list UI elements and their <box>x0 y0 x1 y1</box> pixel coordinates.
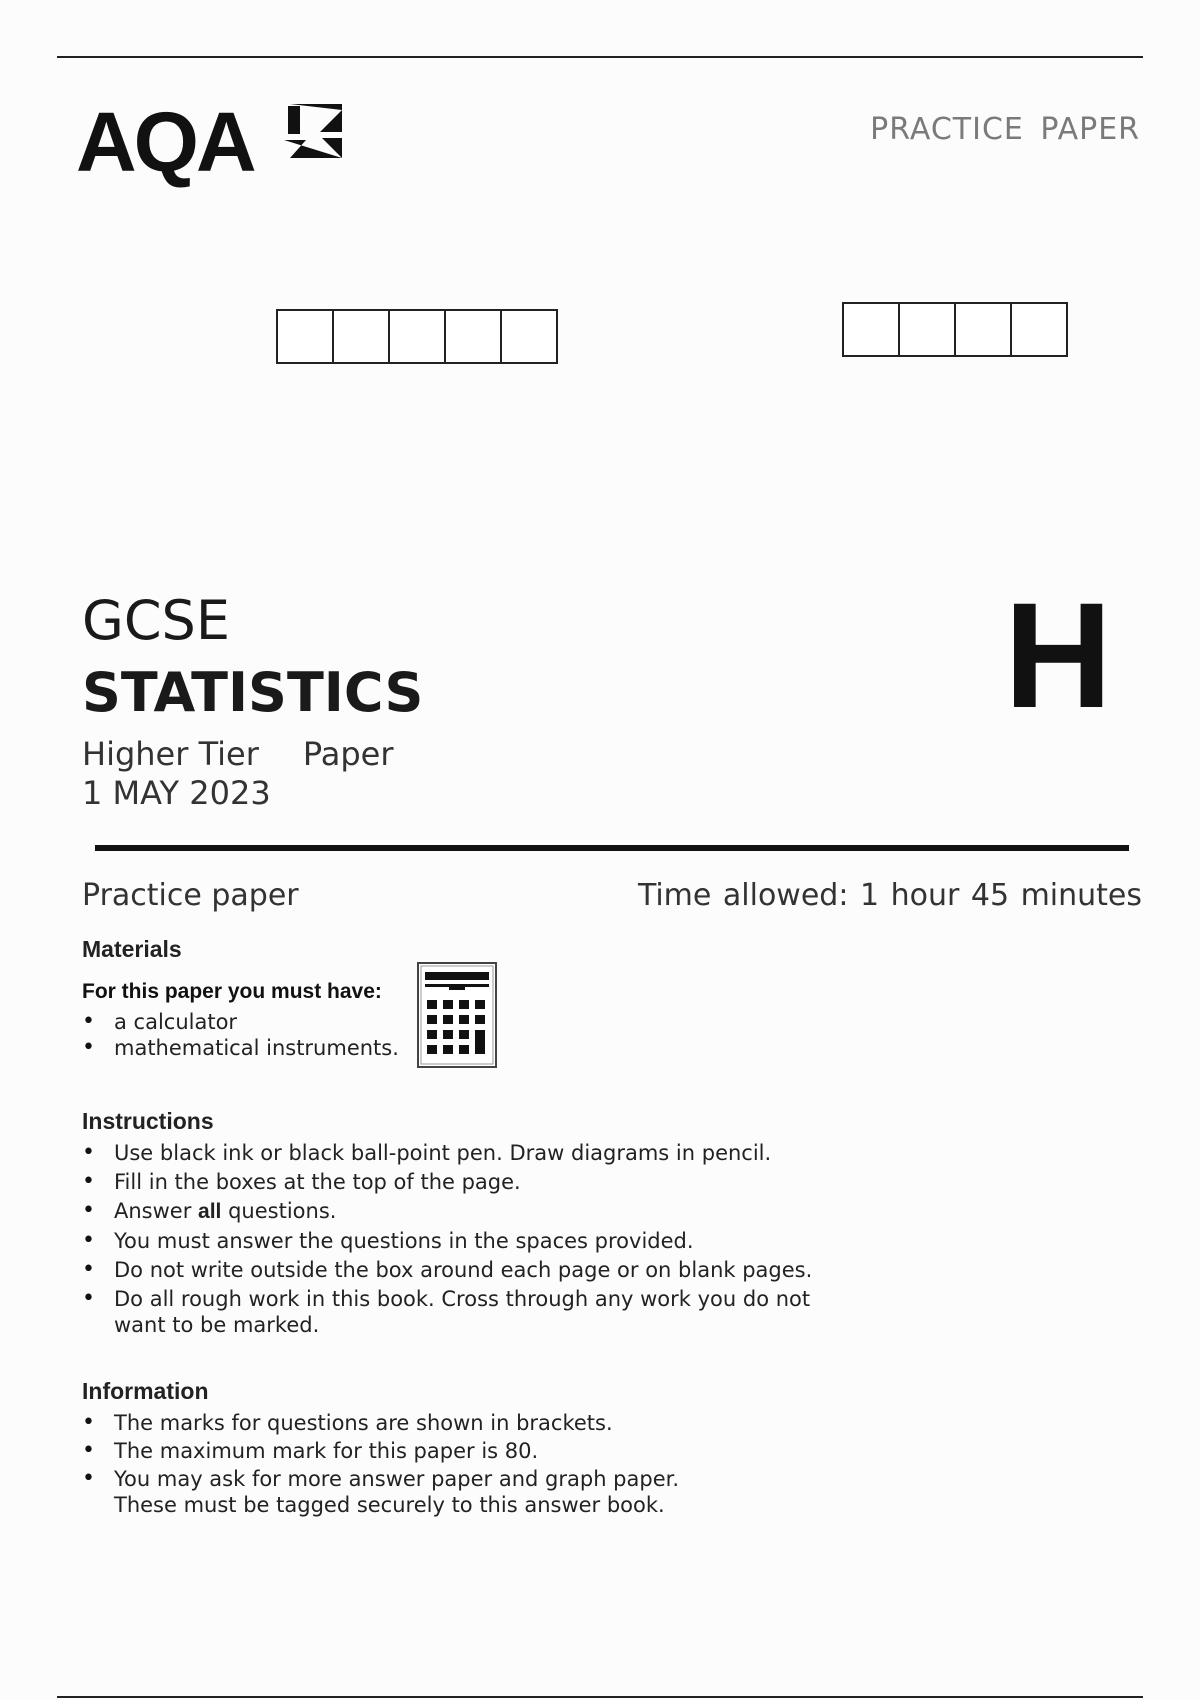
entry-box[interactable] <box>954 302 1012 357</box>
instructions-heading: Instructions <box>82 1108 214 1134</box>
list-item: • The marks for questions are shown in brackets. <box>82 1410 684 1436</box>
entry-box[interactable] <box>842 302 900 357</box>
entry-box[interactable] <box>276 309 334 364</box>
entry-box[interactable] <box>388 309 446 364</box>
materials-list <box>82 1009 399 1061</box>
tier-line <box>82 735 394 773</box>
subject-title: STATISTICS <box>82 661 424 724</box>
must-have-label: For this paper you must have: <box>82 980 382 1003</box>
list-item: • Fill in the boxes at the top of the page. <box>82 1169 834 1195</box>
entry-box[interactable] <box>444 309 502 364</box>
list-item: • mathematical instruments. <box>82 1035 399 1061</box>
bottom-rule <box>57 1696 1143 1698</box>
tier-letter: H <box>1004 571 1113 739</box>
tier-label: Higher Tier <box>82 735 259 773</box>
qualification-title: GCSE <box>82 589 230 652</box>
logo-mark-icon <box>282 102 344 164</box>
centre-number-boxes[interactable] <box>842 302 1066 357</box>
list-item: • Do all rough work in this book. Cross through any work you do not want to be marked. <box>82 1286 834 1338</box>
time-allowed: Time allowed: 1 hour 45 minutes <box>637 878 1142 913</box>
list-item: • You may ask for more answer paper and graph paper. These must be tagged securely to this answer book. <box>82 1466 684 1518</box>
information-list <box>82 1410 684 1520</box>
calculator-icon <box>417 962 497 1068</box>
list-item: • Use black ink or black ball-point pen. Draw diagrams in pencil. <box>82 1140 834 1166</box>
answer-prefix: Answer <box>114 1199 192 1223</box>
top-rule <box>57 56 1143 58</box>
exam-date: 1 MAY 2023 <box>82 774 271 812</box>
entry-box[interactable] <box>898 302 956 357</box>
entry-box[interactable] <box>500 309 558 364</box>
instructions-list <box>82 1140 834 1341</box>
list-item <box>82 1198 834 1225</box>
list-item: • Do not write outside the box around each page or on blank pages. <box>82 1257 834 1283</box>
answer-suffix: questions. <box>228 1199 337 1223</box>
candidate-number-boxes[interactable] <box>276 309 556 364</box>
list-item: • The maximum mark for this paper is 80. <box>82 1438 684 1464</box>
entry-box[interactable] <box>332 309 390 364</box>
aqa-logo <box>76 95 346 200</box>
practice-subtitle: Practice paper <box>82 878 299 913</box>
paper-label: Paper <box>302 735 394 773</box>
list-item: • a calculator <box>82 1009 399 1035</box>
materials-heading: Materials <box>82 936 182 962</box>
list-item: • You must answer the questions in the spaces provided. <box>82 1228 834 1254</box>
section-divider <box>95 845 1129 851</box>
entry-box[interactable] <box>1010 302 1068 357</box>
logo-wordmark: AQA <box>76 95 254 189</box>
information-heading: Information <box>82 1378 209 1404</box>
answer-emphasis: all <box>198 1200 222 1223</box>
practice-paper-label: PRACTICE PAPER <box>870 112 1140 147</box>
